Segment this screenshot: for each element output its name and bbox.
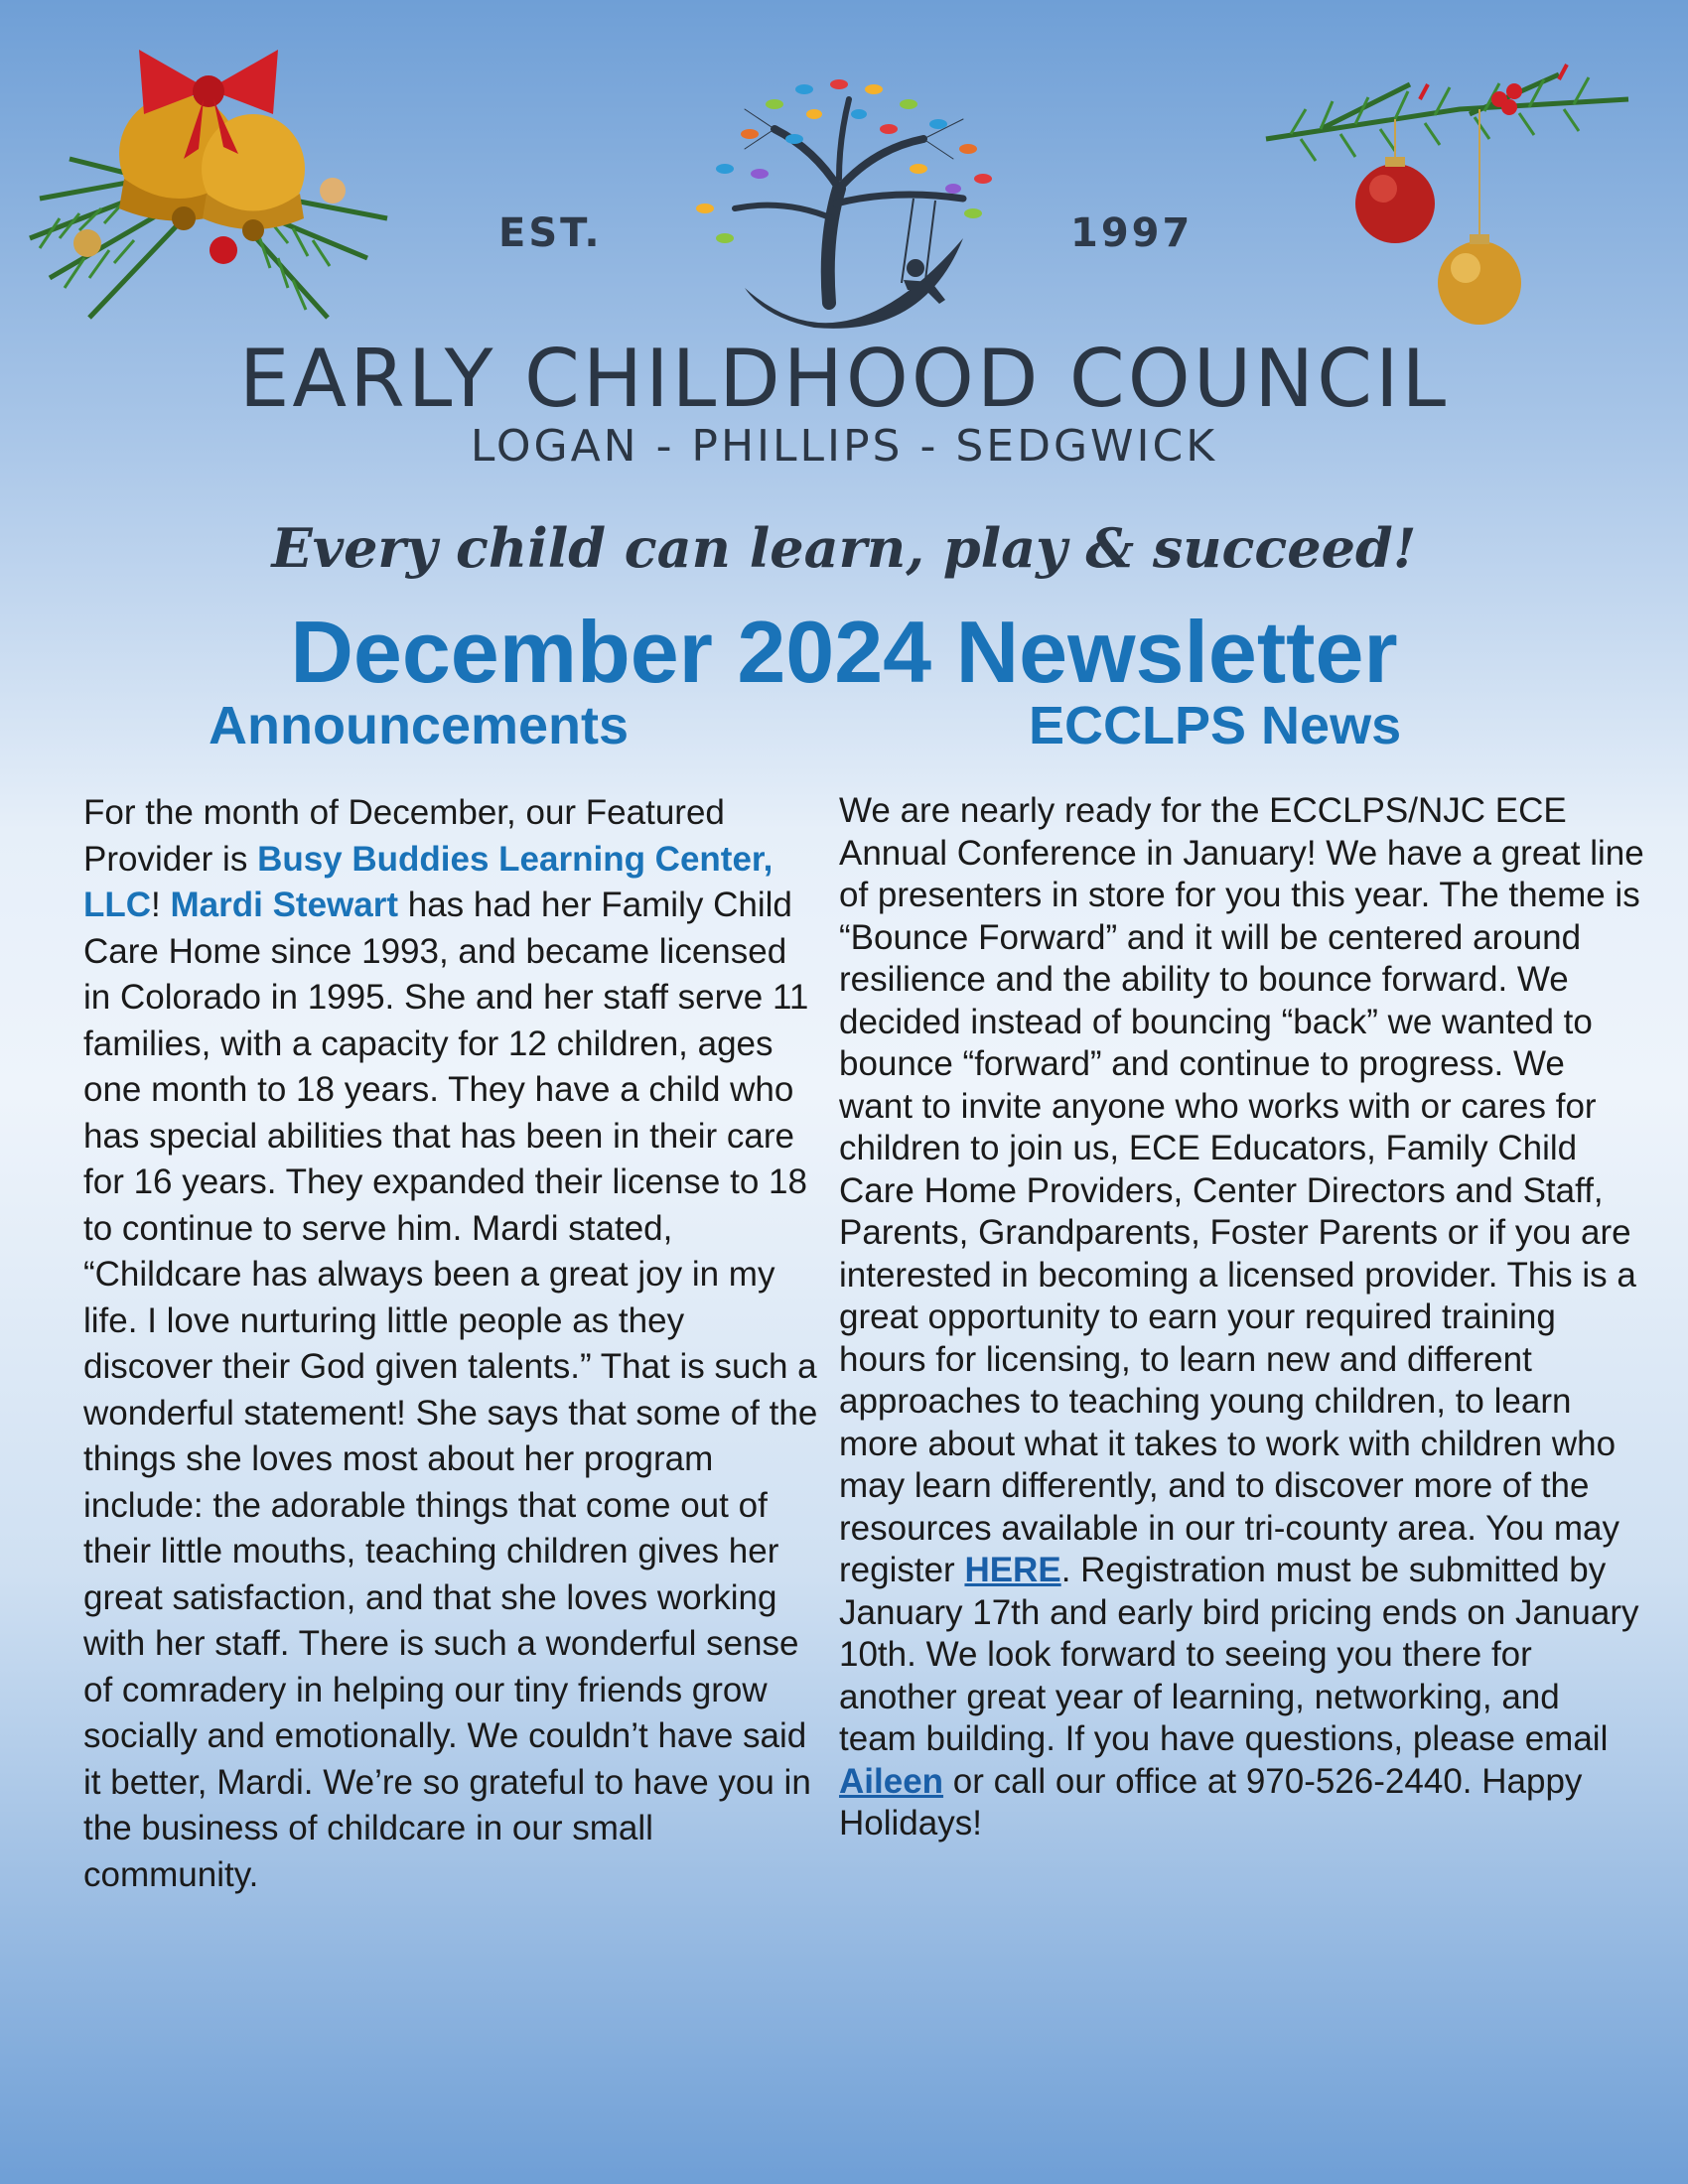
announcements-text-3: has had her Family Child Care Home since 1993, and became licensed in Colorado in 1995. She and her staff serve 11 families, with a capacity for 12 children, ages one month to 18 years. They have a child who has special abilities that has been in their care for 16 years. They expanded their license to 18 to continue to serve him. Mardi stated, “Childcare has always been a great joy in my life. I love nurturing little people as they discover their God given talents.” That is such a wonderful statement! She says that some of the things she loves most about her program include: the adorable things that come out of their little mouths, teaching children gives her great satisfaction, and that she loves working with her staff. There is such a wonderful sense of comradery in helping our tiny friends grow socially and emotionally. We couldn’t have said it better, Mardi. We’re so grateful to have you in the business of childcare in our small community. xyxy=(83,886,818,1894)
announcements-text-2: ! xyxy=(151,886,171,924)
announcements-body xyxy=(83,790,818,1898)
christmas-ornaments-icon xyxy=(1261,40,1658,347)
ecclps-news-body xyxy=(839,790,1645,1845)
org-name: EARLY CHILDHOOD COUNCIL xyxy=(238,333,1450,425)
email-aileen-link[interactable]: Aileen xyxy=(839,1761,944,1801)
est-year: 1997 xyxy=(1070,210,1194,256)
ecclps-text-1: We are nearly ready for the ECCLPS/NJC ECE Annual Conference in January! We have a great line of presenters in store for you this year. The theme is “Bounce Forward” and it will be centered around resilience and the ability to bounce forward. We decided instead of bouncing “back” we wanted to bounce “forward” and continue to progress. We want to invite anyone who works with or cares for children to join us, ECE Educators, Family Child Care Home Providers, Center Directors and Staff, Parents, Grandparents, Foster Parents or if you are interested in becoming a licensed provider. This is a great opportunity to earn your required training hours for licensing, to learn new and different approaches to teaching young children, to learn more about what it takes to work with children who may learn differently, and to discover more of the resources available in our tri-county area. You may register xyxy=(839,791,1644,1589)
ecclps-news-heading: ECCLPS News xyxy=(1029,696,1402,755)
announcements-heading: Announcements xyxy=(209,696,630,755)
ecclps-text-2: . Registration must be submitted by January 17th and early bird pricing ends on January 10th. We look forward to seeing you there for another great year of learning, networking, and team building. If you have questions, please email xyxy=(839,1551,1639,1758)
featured-provider-name: Busy Buddies Learning Center, LLC xyxy=(83,839,774,924)
tree-swing-logo-icon xyxy=(665,69,1023,357)
est-label: EST. xyxy=(498,210,603,256)
org-counties: LOGAN - PHILLIPS - SEDGWICK xyxy=(470,421,1218,472)
newsletter-title: December 2024 Newsletter xyxy=(290,603,1398,701)
tagline: Every child can learn, play & succeed! xyxy=(271,516,1417,580)
announcements-text-1: For the month of December, our Featured Provider is xyxy=(83,793,725,879)
register-here-link[interactable]: HERE xyxy=(964,1551,1061,1589)
christmas-bells-icon xyxy=(10,20,407,338)
ecclps-text-3: or call our office at 970-526-2440. Happy Holidays! xyxy=(839,1761,1583,1843)
featured-person-name: Mardi Stewart xyxy=(170,886,398,924)
